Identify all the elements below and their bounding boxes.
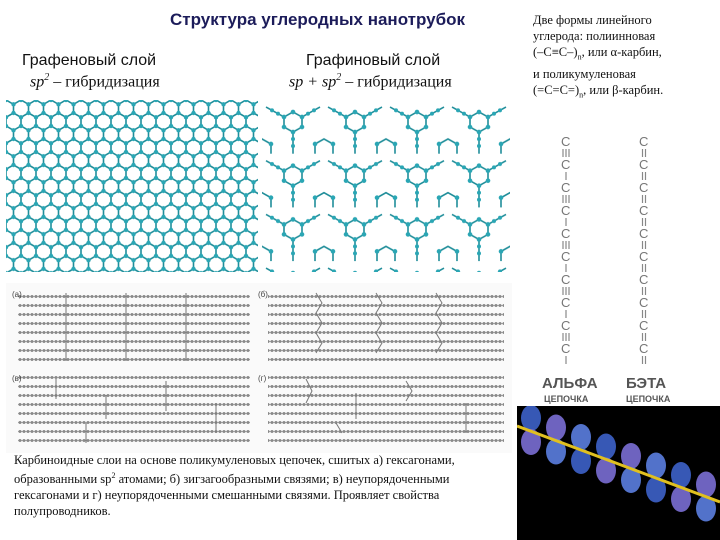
orbital-model-image	[517, 406, 720, 540]
graphene-lattice-image	[6, 100, 258, 272]
desc-line	[533, 44, 718, 66]
panel-label-d: (г)	[258, 374, 267, 383]
chain-atom: C	[639, 203, 649, 218]
caption-text: Карбиноидные слои на основе поликумуленовых цепочек, сшитых а) гексагонами, образованными sp	[14, 453, 455, 487]
chain-atom: C	[561, 203, 571, 218]
linear-carbon-description	[533, 12, 718, 103]
caption-text: атомами; б) зигзагообразными связями; в) неупорядоченными гексагонами и г) неупорядоченными смешанными связями. Проявляет свойства полупроводников.	[14, 472, 450, 519]
chain-atom: C	[639, 157, 649, 172]
chain-atom: C	[639, 180, 649, 195]
graphene-hybridization	[30, 72, 160, 91]
hyb-sup: 2	[336, 72, 342, 83]
desc-text: , или β-карбин.	[583, 82, 664, 97]
chain-atom: C	[639, 134, 649, 149]
formula-sub: n	[577, 52, 582, 62]
page-title: Структура углеродных нанотрубок	[170, 10, 465, 29]
hyb-text: sp + sp	[289, 73, 337, 91]
panel-label-c: (в)	[12, 374, 22, 383]
polyyne-formula: (–C≡C–)	[533, 45, 578, 59]
panel-label-a: (а)	[12, 290, 22, 299]
graphyne-lattice-image	[262, 100, 510, 272]
beta-label: БЭТА	[626, 375, 667, 392]
graphyne-hybridization	[289, 72, 452, 91]
chain-atom: C	[561, 341, 571, 356]
desc-line	[533, 82, 718, 104]
hyb-text: sp	[30, 73, 45, 91]
desc-line: и поликумуленовая	[533, 66, 636, 81]
chain-atom: C	[639, 226, 649, 241]
alpha-sub-label: ЦЕПОЧКА	[544, 394, 589, 404]
chain-atom: C	[639, 295, 649, 310]
chain-atom: C	[639, 318, 649, 333]
hyb-sup: 2	[44, 72, 50, 83]
hyb-suffix: – гибридизация	[49, 73, 160, 91]
desc-text: , или α-карбин,	[581, 45, 662, 59]
chain-atom: C	[561, 226, 571, 241]
panel-label-b: (б)	[258, 290, 268, 299]
chain-atom: C	[639, 341, 649, 356]
alpha-label: АЛЬФА	[542, 375, 598, 392]
carbinoid-layers-image	[6, 283, 512, 453]
hyb-suffix: – гибридизация	[341, 73, 452, 91]
chain-atom: C	[561, 157, 571, 172]
graphene-title: Графеновый слой	[22, 52, 157, 69]
chain-atom: C	[639, 249, 649, 264]
carbyne-chains-image	[526, 132, 716, 412]
beta-sub-label: ЦЕПОЧКА	[626, 394, 671, 404]
desc-line: Две формы линейного	[533, 13, 652, 27]
chain-atom: C	[561, 272, 571, 287]
chain-atom: C	[561, 318, 571, 333]
chain-atom: C	[561, 134, 571, 149]
chain-atom: C	[639, 272, 649, 287]
chain-atom: C	[561, 249, 571, 264]
caption-sup: 2	[111, 471, 116, 480]
alpha-chain	[561, 134, 570, 364]
beta-chain	[639, 134, 648, 364]
chain-atom: C	[561, 295, 571, 310]
chain-atom: C	[561, 180, 571, 195]
carbinoid-caption	[14, 452, 510, 519]
formula-sub: n	[579, 90, 584, 99]
cumulene-formula: (=C=C=)	[533, 82, 580, 97]
desc-line: углерода: полиинновая	[533, 29, 656, 43]
graphyne-title: Графиновый слой	[306, 52, 441, 69]
